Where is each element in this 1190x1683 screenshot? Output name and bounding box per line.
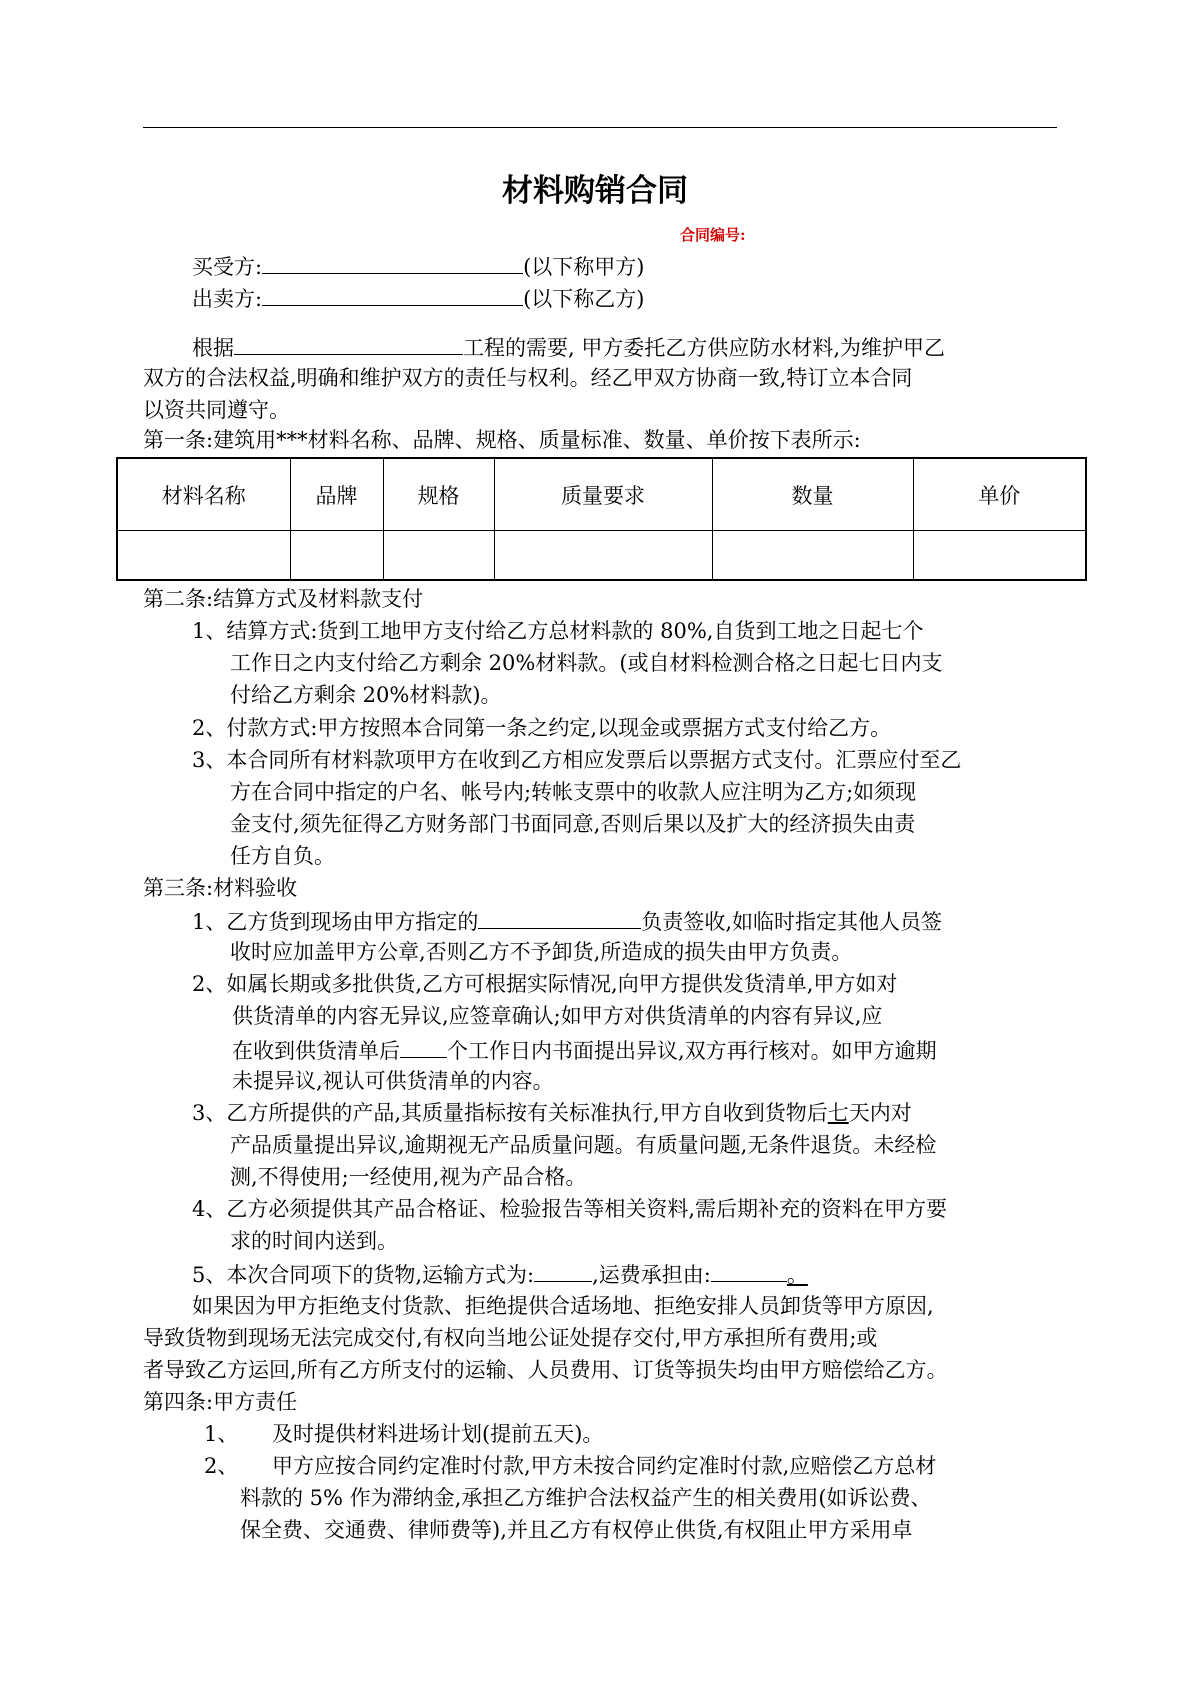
intro-line-1 [192, 333, 945, 361]
project-blank [234, 333, 463, 355]
signer-blank [478, 907, 641, 929]
article-4-heading: 第四条:甲方责任 [143, 1390, 298, 1414]
art3-item-3-cont: 测,不得使用;一经使用,视为产品合格。 [230, 1165, 587, 1189]
art3-item-2: 2、如属长期或多批供货,乙方可根据实际情况,向甲方提供发货清单,甲方如对 [192, 972, 898, 996]
buyer-line [192, 252, 644, 280]
article-1-heading: 第一条:建筑用***材料名称、品牌、规格、质量标准、数量、单价按下表所示: [143, 428, 861, 452]
table-cell[interactable] [290, 531, 383, 581]
art4-item-2-cont: 料款的 5% 作为滞纳金,承担乙方维护合法权益产生的相关费用(如诉讼费、 [240, 1486, 932, 1510]
art3-item-4-cont: 求的时间内送到。 [230, 1229, 398, 1253]
art3-item-3 [192, 1100, 912, 1126]
art3-item-4: 4、乙方必须提供其产品合格证、检验报告等相关资料,需后期补充的资料在甲方要 [192, 1197, 948, 1221]
contract-number-label: 合同编号: [680, 226, 746, 244]
art3-item-2-cont: 供货清单的内容无异议,应签章确认;如甲方对供货清单的内容有异议,应 [232, 1004, 883, 1028]
days-blank [400, 1036, 447, 1058]
art3-item-2-cont [232, 1036, 937, 1064]
transport-blank [534, 1260, 592, 1282]
art2-item-3-cont: 任方自负。 [230, 844, 335, 868]
art2-item-3-cont: 金支付,须先征得乙方财务部门书面同意,否则后果以及扩大的经济损失由责 [230, 812, 916, 836]
seller-blank [262, 284, 523, 306]
freight-blank [711, 1260, 787, 1282]
art2-item-3-cont: 方在合同中指定的户名、帐号内;转帐支票中的收款人应注明为乙方;如须现 [230, 780, 917, 804]
art3-text: 。 [786, 1263, 808, 1287]
art3-text: 在收到供货清单后 [232, 1039, 400, 1063]
art2-item-1-cont: 付给乙方剩余 20%材料款)。 [230, 683, 502, 707]
seller-label: 出卖方: [192, 287, 263, 311]
intro-text: 工程的需要, 甲方委托乙方供应防水材料,为维护甲乙 [463, 336, 946, 360]
table-row [117, 531, 1086, 581]
art3-text: 天内对 [848, 1101, 912, 1125]
art3-text: ,运费承担由: [592, 1263, 711, 1287]
seller-suffix: (以下称乙方) [523, 287, 645, 311]
art4-item-2-number: 2、 [204, 1454, 239, 1478]
seller-line [192, 284, 644, 312]
art2-item-1: 1、结算方式:货到工地甲方支付给乙方总材料款的 80%,自货到工地之日起七个 [192, 619, 924, 643]
table-cell[interactable] [494, 531, 712, 581]
table-header-cell: 单价 [913, 458, 1086, 531]
art4-item-2-cont: 保全费、交通费、律师费等),并且乙方有权停止供货,有权阻止甲方采用卓 [240, 1518, 913, 1542]
buyer-label: 买受方: [192, 255, 263, 279]
art4-item-2: 甲方应按合同约定准时付款,甲方未按合同约定准时付款,应赔偿乙方总材 [272, 1454, 937, 1478]
table-cell[interactable] [117, 531, 290, 581]
table-cell[interactable] [913, 531, 1086, 581]
art3-item-1-cont: 收时应加盖甲方公章,否则乙方不予卸货,所造成的损失由甲方负责。 [230, 940, 853, 964]
art3-text: 1、乙方货到现场由甲方指定的 [192, 910, 479, 934]
art2-item-1-cont: 工作日之内支付给乙方剩余 20%材料款。(或自材料检测合格之日起七日内支 [230, 651, 943, 675]
table-header-cell: 规格 [383, 458, 494, 531]
intro-line-3: 以资共同遵守。 [143, 398, 290, 422]
table-header-cell: 质量要求 [494, 458, 712, 531]
table-cell[interactable] [712, 531, 913, 581]
art3-paragraph: 如果因为甲方拒绝支付货款、拒绝提供合适场地、拒绝安排人员卸货等甲方原因, [192, 1294, 934, 1318]
art3-item-2-cont: 未提异议,视认可供货清单的内容。 [232, 1069, 554, 1093]
table-header-cell: 品牌 [290, 458, 383, 531]
art3-text: 负责签收,如临时指定其他人员签 [641, 910, 943, 934]
table-header-cell: 数量 [712, 458, 913, 531]
art3-paragraph-cont: 导致货物到现场无法完成交付,有权向当地公证处提存交付,甲方承担所有费用;或 [143, 1326, 878, 1350]
table-header-cell: 材料名称 [117, 458, 290, 531]
article-3-heading: 第三条:材料验收 [143, 876, 298, 900]
header-rule [143, 127, 1057, 128]
art3-paragraph-cont: 者导致乙方运回,所有乙方所支付的运输、人员费用、订货等损失均由甲方赔偿给乙方。 [143, 1358, 948, 1382]
page-title: 材料购销合同 [502, 173, 688, 209]
art3-text: 5、本次合同项下的货物,运输方式为: [192, 1263, 535, 1287]
intro-text: 根据 [192, 336, 234, 360]
materials-table [116, 457, 1087, 581]
days-value: 七 [827, 1101, 849, 1125]
intro-line-2: 双方的合法权益,明确和维护双方的责任与权利。经乙甲双方协商一致,特订立本合同 [143, 366, 913, 390]
art2-item-2: 2、付款方式:甲方按照本合同第一条之约定,以现金或票据方式支付给乙方。 [192, 716, 892, 740]
art3-item-3-cont: 产品质量提出异议,逾期视无产品质量问题。有质量问题,无条件退货。未经检 [230, 1133, 937, 1157]
table-header-row [117, 458, 1086, 531]
art2-item-3: 3、本合同所有材料款项甲方在收到乙方相应发票后以票据方式支付。汇票应付至乙 [192, 748, 962, 772]
buyer-blank [262, 252, 523, 274]
art3-text: 3、乙方所提供的产品,其质量指标按有关标准执行,甲方自收到货物后 [192, 1101, 828, 1125]
art4-item-1-number: 1、 [204, 1422, 239, 1446]
art3-item-1 [192, 907, 942, 935]
article-2-heading: 第二条:结算方式及材料款支付 [143, 587, 424, 611]
buyer-suffix: (以下称甲方) [523, 255, 645, 279]
table-cell[interactable] [383, 531, 494, 581]
art3-text: 个工作日内书面提出异议,双方再行核对。如甲方逾期 [447, 1039, 937, 1063]
art4-item-1: 及时提供材料进场计划(提前五天)。 [272, 1422, 604, 1446]
art3-item-5 [192, 1260, 808, 1288]
